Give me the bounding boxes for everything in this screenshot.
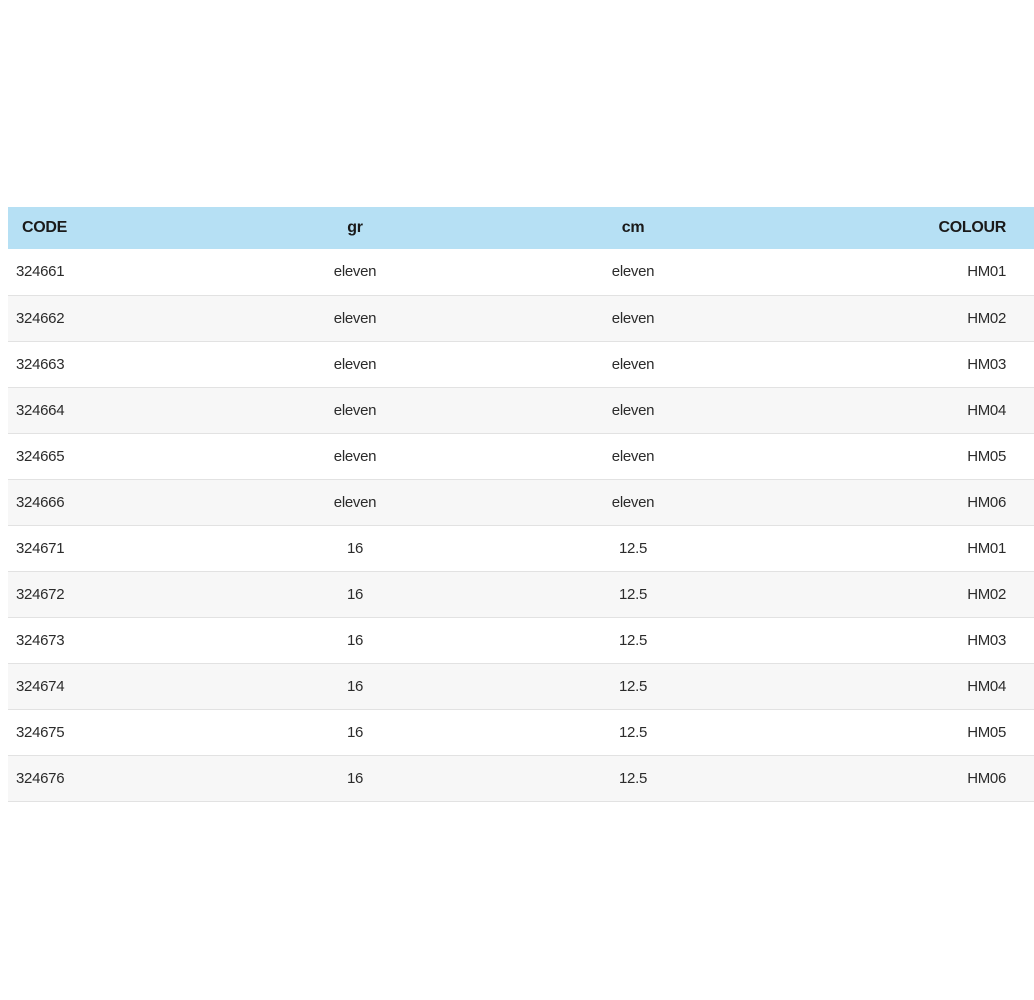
- cell-colour: HM04: [967, 677, 1006, 695]
- cell-code: 324674: [16, 677, 65, 695]
- cell-code: 324661: [16, 263, 65, 281]
- table-row: [8, 249, 1034, 295]
- cell-gr: eleven: [333, 493, 377, 511]
- table-row: [8, 295, 1034, 341]
- table-row: [8, 617, 1034, 663]
- cell-colour: HM02: [967, 309, 1006, 327]
- cell-code: 324663: [16, 355, 65, 373]
- cell-cm: 12.5: [619, 585, 647, 603]
- cell-colour: HM05: [967, 447, 1006, 465]
- cell-gr: 16: [346, 585, 364, 603]
- header-colour: COLOUR: [938, 219, 1006, 236]
- cell-colour: HM02: [967, 585, 1006, 603]
- table-row: [8, 663, 1034, 709]
- cell-gr: eleven: [333, 355, 377, 373]
- cell-gr: 16: [346, 539, 364, 557]
- cell-colour: HM06: [967, 493, 1006, 511]
- cell-code: 324675: [16, 723, 65, 741]
- table-row: [8, 525, 1034, 571]
- cell-gr: 16: [346, 723, 364, 741]
- cell-colour: HM05: [967, 723, 1006, 741]
- table-row: [8, 571, 1034, 617]
- table-header-row: [8, 207, 1034, 249]
- cell-code: 324664: [16, 401, 65, 419]
- cell-colour: HM01: [967, 539, 1006, 557]
- product-spec-table: [8, 207, 1034, 802]
- header-code: CODE: [22, 219, 68, 236]
- cell-code: 324672: [16, 585, 65, 603]
- cell-cm: eleven: [611, 447, 655, 465]
- cell-gr: 16: [346, 769, 364, 787]
- table-row: [8, 479, 1034, 525]
- cell-code: 324665: [16, 447, 65, 465]
- cell-gr: eleven: [333, 401, 377, 419]
- cell-code: 324673: [16, 631, 65, 649]
- cell-cm: 12.5: [619, 769, 647, 787]
- cell-cm: eleven: [611, 309, 655, 327]
- cell-cm: eleven: [611, 263, 655, 281]
- table-row: [8, 387, 1034, 433]
- table-body: [8, 249, 1034, 801]
- cell-code: 324662: [16, 309, 65, 327]
- table-row: [8, 341, 1034, 387]
- cell-colour: HM06: [967, 769, 1006, 787]
- cell-cm: eleven: [611, 493, 655, 511]
- cell-gr: 16: [346, 677, 364, 695]
- cell-cm: 12.5: [619, 677, 647, 695]
- cell-cm: eleven: [611, 355, 655, 373]
- table-row: [8, 709, 1034, 755]
- cell-code: 324676: [16, 769, 65, 787]
- table-row: [8, 433, 1034, 479]
- cell-cm: 12.5: [619, 539, 647, 557]
- cell-code: 324666: [16, 493, 65, 511]
- table-row: [8, 755, 1034, 801]
- header-gr: gr: [347, 219, 363, 236]
- cell-code: 324671: [16, 539, 65, 557]
- cell-colour: HM01: [967, 263, 1006, 281]
- cell-colour: HM03: [967, 355, 1006, 373]
- cell-gr: 16: [346, 631, 364, 649]
- cell-gr: eleven: [333, 263, 377, 281]
- table-header: [8, 207, 1034, 249]
- header-cm: cm: [621, 219, 645, 236]
- cell-colour: HM04: [967, 401, 1006, 419]
- cell-gr: eleven: [333, 309, 377, 327]
- cell-cm: 12.5: [619, 631, 647, 649]
- cell-cm: eleven: [611, 401, 655, 419]
- product-spec-table-container: [8, 207, 1006, 802]
- cell-cm: 12.5: [619, 723, 647, 741]
- cell-colour: HM03: [967, 631, 1006, 649]
- cell-gr: eleven: [333, 447, 377, 465]
